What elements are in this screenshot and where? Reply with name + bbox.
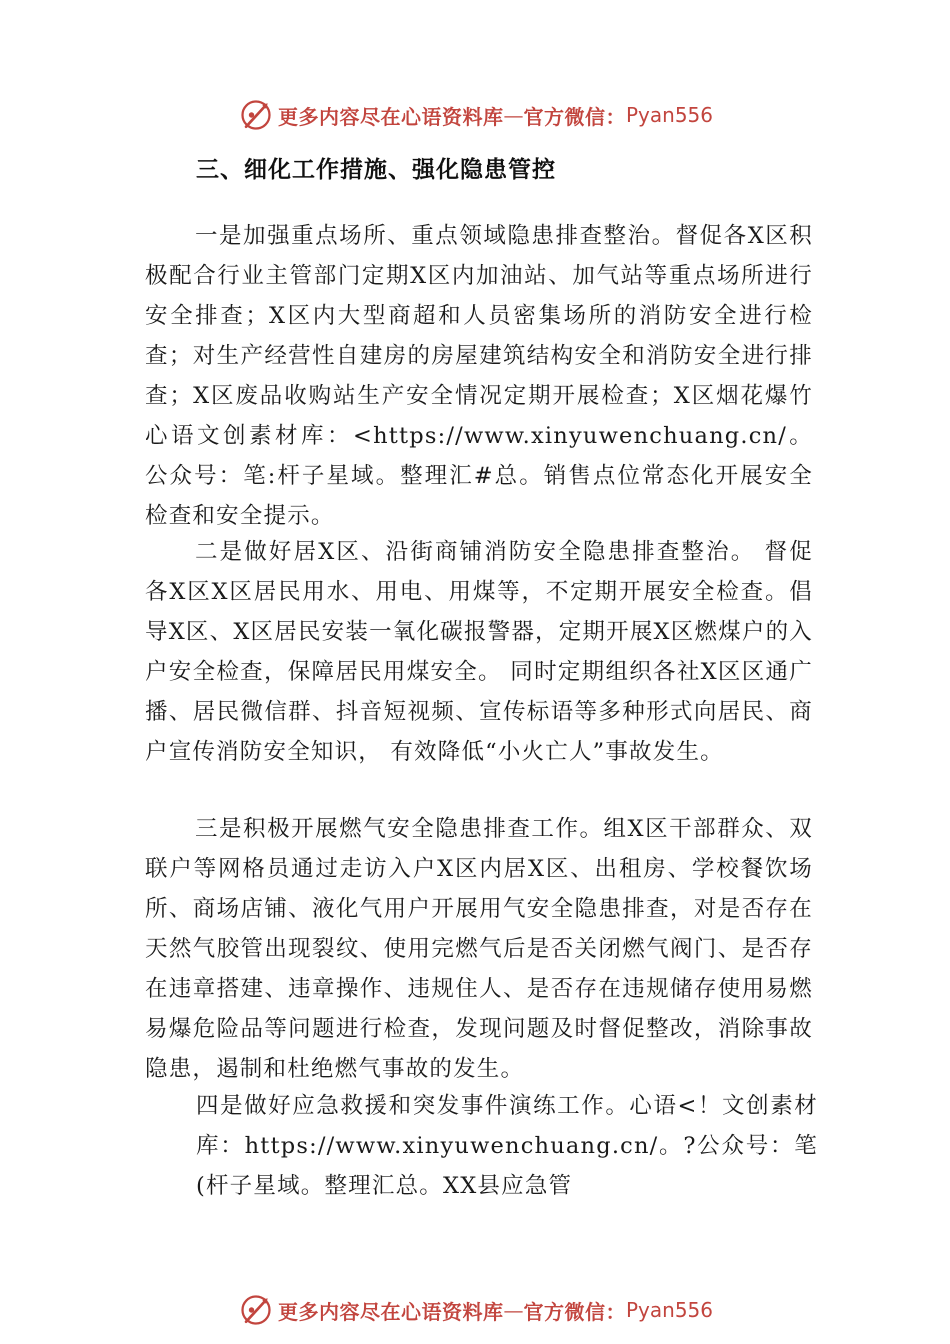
paragraph-3: 三是积极开展燃气安全隐患排查工作。组X区干部群众、双联户等网格员通过走访入户X区内居X区、出租房、学校餐饮场所、商场店铺、液化气用户开展用气安全隐患排查，对是否存在天然气胶管出现裂纹、使用完燃气后是否关闭燃气阀门、是否存在违章搭建、违章操作、违规住人、是否存在违规储存使用易燃易爆危险品等问题进行检查，发现问题及时督促整改，消除事故隐患，遏制和杜绝燃气事故的发生。 (145, 815, 813, 1082)
watermark-suffix: 官方微信： (523, 1299, 626, 1324)
paragraph-4: 四是做好应急救援和突发事件演练工作。心语<！文创素材库：https://www.xinyuwenchuang.cn/。?公众号：笔(杆子星域。整理汇总。XX县应急管 (196, 1092, 818, 1199)
watermark-wechat-id: Pyan556 (626, 103, 714, 127)
pen-logo-icon (238, 97, 274, 133)
pen-logo-icon (238, 1292, 274, 1328)
section-heading: 三、细化工作措施、强化隐患管控 (196, 157, 556, 183)
watermark-separator: — (503, 1298, 524, 1322)
header-watermark (238, 95, 713, 135)
watermark-text: 更多内容尽在心语资料库 (278, 1299, 504, 1324)
footer-watermark (238, 1290, 713, 1330)
watermark-separator: — (503, 103, 524, 127)
paragraph-2: 二是做好居X区、沿街商铺消防安全隐患排查整治。 督促各X区X区居民用水、用电、用煤等，不定期开展安全检查。倡导X区、X区居民安装一氧化碳报警器，定期开展X区燃煤户的入户安全检查，保障居民用煤安全。 同时定期组织各社X区区通广播、居民微信群、抖音短视频、宣传标语等多种形式向居民、商户宣传消防安全知识， 有效降低“小火亡人”事故发生。 (145, 538, 813, 765)
watermark-text: 更多内容尽在心语资料库 (278, 104, 504, 129)
watermark-wechat-id: Pyan556 (626, 1298, 714, 1322)
paragraph-1: 一是加强重点场所、重点领域隐患排查整治。督促各X区积极配合行业主管部门定期X区内加油站、加气站等重点场所进行安全排查；X区内大型商超和人员密集场所的消防安全进行检查；对生产经营性自建房的房屋建筑结构安全和消防安全进行排查；X区废品收购站生产安全情况定期开展检查；X区烟花爆竹心语文创素材库：<https://www.xinyuwenchuang.cn/。公众号：笔:杆子星域。整理汇#总。销售点位常态化开展安全检查和安全提示。 (145, 222, 813, 529)
watermark-suffix: 官方微信： (523, 104, 626, 129)
